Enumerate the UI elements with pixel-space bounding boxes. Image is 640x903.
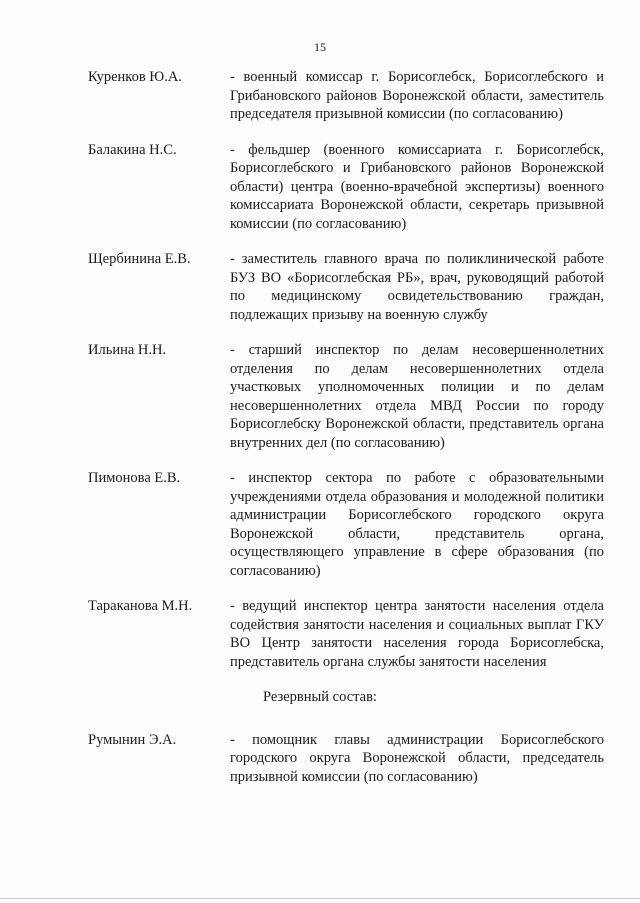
member-description: - военный комиссар г. Борисоглебск, Борисоглебского и Грибановского районов Воронежской области, заместитель председателя призывной комиссии (по согласованию) xyxy=(230,69,604,122)
commission-list xyxy=(0,68,640,803)
member-name: Ильина Н.Н. xyxy=(88,342,167,358)
member-description: - инспектор сектора по работе с образовательными учреждениями отдела образования и молодежной политики администрации Борисоглебского городского округа Воронежской области, представитель органа, осуществляющего управление в сфере образования (по согласованию) xyxy=(230,470,604,579)
page-bottom-edge xyxy=(0,898,640,899)
member-name: Пимонова Е.В. xyxy=(88,470,181,486)
member-entry xyxy=(0,141,640,234)
member-name: Тараканова М.Н. xyxy=(88,598,193,614)
reserve-member-entry xyxy=(0,731,640,787)
reserve-section-title: Резервный состав: xyxy=(263,689,377,705)
member-name: Балакина Н.С. xyxy=(88,141,177,158)
member-entry xyxy=(0,469,640,580)
member-entry xyxy=(0,597,640,671)
member-name: Румынин Э.А. xyxy=(88,731,177,748)
member-description: - помощник главы администрации Борисоглебского городского округа Воронежской области, председатель призывной комиссии (по согласованию) xyxy=(230,731,604,785)
member-entry xyxy=(0,68,640,124)
member-description: - заместитель главного врача по поликлинической работе БУЗ ВО «Борисоглебская РБ», врач, руководящий работой по медицинскому освидетельствованию граждан, подлежащих призыву на военную службу xyxy=(230,251,604,323)
member-name: Куренков Ю.А. xyxy=(88,69,182,85)
member-description: - ведущий инспектор центра занятости населения отдела содействия занятости населения и социальных выплат ГКУ ВО Центр занятости населения города Борисоглебска, представитель органа службы занятости населения xyxy=(230,598,604,670)
member-name: Щербинина Е.В. xyxy=(88,251,191,267)
member-description: - фельдшер (военного комиссариата г. Борисоглебск, Борисоглебского и Грибановского районов Воронежской области) центра (военно-врачебной экспертизы) военного комиссариата Воронежской области, секретарь призывной комиссии (по согласованию) xyxy=(230,141,604,232)
member-entry xyxy=(0,250,640,324)
page-number: 15 xyxy=(314,40,326,54)
member-description: - старший инспектор по делам несовершеннолетних отделения по делам несовершеннолетних отдела участковых уполномоченных полиции и по делам несовершеннолетних отдела МВД России по городу Борисоглебску Воронежской области, представитель органа внутренних дел (по согласованию) xyxy=(230,342,604,451)
member-entry xyxy=(0,341,640,452)
